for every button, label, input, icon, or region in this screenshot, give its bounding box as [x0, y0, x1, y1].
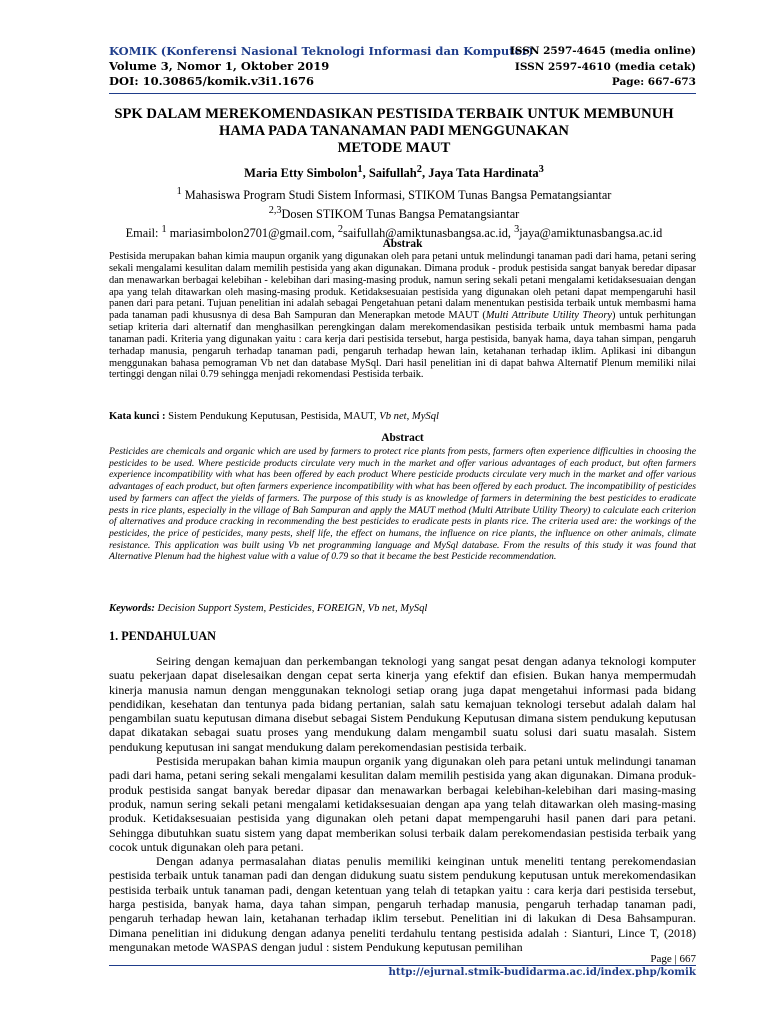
abstrak-text: ) untuk perhitungan setiap kriteria dari alternatif dan menghasilkan perengkingan dalam merekomendasikan pestisida terbaik untuk membasmi hama pada tanaman padi. Kriteria yang digunakan yaitu : cara kerja dari pestisida tersebut, harga pestisida, banyak hama, daya tahan simpan, pengaruh terhadap manusia, pengaruh terhadap tanaman padi, pengaruh terhadap hewan lain, ketahanan terhadap iklim. Aplikasi ini dibangun menggunakan bahasa pemograman Vb net dan database MySql. Dari hasil penelitian ini di dapat bahwa Alternatif Plenum memiliki nilai tertinggi dengan nilai 0.79 sehingga menjadi rekomendasi Pestisida terbaik. [109, 310, 696, 381]
author-sup: 2 [416, 164, 422, 175]
title-line: SPK DALAM MEREKOMENDASIKAN PESTISIDA TERBAIK UNTUK MEMBUNUH [114, 106, 674, 122]
kata-kunci-text: Sistem Pendukung Keputusan, Pestisida, MAUT, [168, 411, 380, 422]
email-link[interactable]: jaya@amiktunasbangsa.ac.id [519, 226, 663, 241]
author-sup: 3 [538, 164, 544, 175]
title-line: METODE MAUT [337, 140, 451, 156]
section-heading: 1. PENDAHULUAN [109, 629, 216, 643]
journal-header-left [109, 44, 533, 89]
issn-online: ISSN 2597-4645 (media online) [509, 45, 696, 57]
author-name: Maria Etty Simbolon [244, 166, 358, 181]
header-divider [109, 93, 696, 94]
email-label: Email: [125, 226, 162, 241]
affiliation-sup: 1 [176, 186, 182, 197]
paragraph: Seiring dengan kemajuan dan perkembangan teknologi yang sangat pesat dengan adanya teknologi komputer suatu pekerjaan dapat diselesaikan dengan cepat serta kinerja yang efektif dan efisien. Bukan hanya mempermudah kinerja manusia namun dengan menggunakan teknologi setiap orang juga dapat mengetahui informasi pada bidang pendidikan, kesehatan dan tentunya pada bidang pertanian, salah satu kemajuan teknologi tersebut adalah dalam hal pengambilan suatu keputusan dimana disebut sebagai Sistem Pendukung Keputusan dimana sistem pendukung keputusan dapat dikatakan sebagai suatu proses yang mendukung dalam mengambil suatu solusi dari suatu masalah. Sistem pendukung keputusan ini sangat mendukung dalam perekomendasian pestisida terbaik. [109, 654, 696, 754]
affiliation-line [90, 203, 698, 222]
affiliation-text: Dosen STIKOM Tunas Bangsa Pematangsiantar [281, 207, 520, 222]
abstrak-body [109, 251, 696, 381]
abstrak-text: Pestisida merupakan bahan kimia maupun organik yang digunakan oleh para petani untuk melindungi tanaman padi dari hama, petani sering sekali mengalami kesulitan dalam memilih pestisida yang akan digunakan. Dimana produk - produk pestisida sangat banyak beredar dipasar dan menawarkan berbagai kelebihan - kelebihan dari masing-masing produk, namun sering sekali petani mengalami ketidaksesuaian dengan apa yang telah ditawarkan oleh masing-masing produk. Ketidaksesuaian pestisida yang digunakan oleh petani dapat mempengaruhi hasil panen dari para petani. Tujuan penelitian ini adalah sebagai Pengetahuan petani dalam menentukan pestisida terbaik untuk membasmi hama pada tanaman padi khususnya di desa Bah Sampuran dan Menerapkan metode MAUT ( [109, 251, 696, 322]
abstract-heading: Abstract [381, 432, 424, 444]
abstrak-text-italic: Multi Attribute Utility Theory [485, 310, 612, 322]
page-range: Page: 667-673 [611, 76, 696, 88]
title-line: HAMA PADA TANANAMAN PADI MENGGUNAKAN [219, 123, 569, 139]
abstrak-heading: Abstrak [382, 238, 423, 250]
author-separator: , [362, 166, 369, 181]
journal-name: KOMIK (Konferensi Nasional Teknologi Informasi dan Komputer) [109, 44, 534, 58]
email-sup: 3 [514, 224, 520, 236]
kata-kunci [109, 411, 696, 422]
keywords-text: Decision Support System, Pesticides, FOREIGN, Vb net, MySql [154, 603, 428, 614]
email-sup: 2 [337, 224, 343, 236]
issn-print: ISSN 2597-4610 (media cetak) [514, 60, 696, 73]
affiliation-sup: 2,3 [268, 205, 282, 217]
page-number: Page | 667 [650, 953, 696, 965]
keywords-label: Keywords: [109, 603, 155, 614]
email-link[interactable]: mariasimbolon2701@gmail.com, [166, 226, 338, 241]
paragraph: Pestisida merupakan bahan kimia maupun organik yang digunakan oleh para petani untuk melindungi tanaman padi dari hama, petani sering sekali mengalami kesulitan dalam memilih pestisida yang akan digunakan. Dimana produk-produk pestisida sangat banyak beredar dipasar dan menawarkan berbagai kelebihan-kelebihan dari masing-masing produk, namun sering sekali petani mengalami ketidaksesuaian dengan apa yang telah ditawarkan oleh masing-masing produk. Ketidaksesuaian pestisida yang digunakan oleh petani dapat mempengaruhi hasil panen dari para petani. Sehingga dibutuhkan suatu sistem yang dapat memberikan solusi terbaik dalam perekomendasian pestisida terbaik yang cocok untuk digunakan oleh para petani. [109, 754, 696, 854]
section-body [109, 654, 696, 954]
paper-title [90, 106, 698, 157]
paragraph: Dengan adanya permasalahan diatas penulis memiliki keinginan untuk meneliti tentang perekomendasian pestisida terbaik untuk tanaman padi dan dengan didukung suatu sistem pendukung keputusan untuk merekomendasikan pestisida terbaik untuk tanaman padi, dengan ketentuan yang telah di tetapkan yaitu : cara kerja dari pestisida tersebut, harga pestisida, banyak hama, daya tahan simpan, pengaruh terhadap manusia, pengaruh terhadap tanaman padi, pengaruh terhadap hewan lain, ketahanan terhadap iklim tersebut. Penelitian ini di lakukan di Desa Bahsampuran. Dimana penelitian ini didukung dengan adanya peneliti terdahulu tentang pestisida adalah : Sianturi, Lince T, (2018) mengunakan metode WASPAS dengan judul : sistem Pendukung keputusan pemilihan [109, 854, 696, 954]
author-separator: , [421, 166, 429, 181]
author-name: Saifullah [368, 166, 417, 181]
journal-volume: Volume 3, Nomor 1, Oktober 2019 [109, 59, 330, 73]
kata-kunci-label: Kata kunci : [109, 411, 169, 422]
keywords [109, 603, 696, 614]
affiliation-text: Mahasiswa Program Studi Sistem Informasi, STIKOM Tunas Bangsa Pematangsiantar [181, 188, 612, 203]
abstract-body: Pesticides are chemicals and organic which are used by farmers to protect rice plants from pests, farmers often experience difficulties in choosing the pesticides to be used. Where pesticide products circulate very much in the market and offer various advantages of each product, but often farmers experience incompatibility with what has been offered by each product Where pesticide products circulate very much in the market and offer various advantages of each product, but often farmers experience incompatibility with what has been offered by each product. The incompatibility of pesticides used by farmers can affect the yields of farmers. The purpose of this study is as knowledge of farmers in determining the best pesticides to eradicate pests in rice plants, especially in the village of Bah Sampuran and apply the MAUT method (Multi Attribute Utility Theory) to calculate each criterion of alternatives and produce cracking in recommending the best pesticides to eradicate pests in plants rice. The criteria used are: the workings of the pesticides, the price of pesticides, many pests, shelf life, the effect on humans, the influence on rice plants, the influence on other animals, climate resistance. This application was built using Vb net programming language and MySql database. From the results of this study it was found that Alternative Plenum had the highest value with a value of 0.79 so that it became the best Pesticide recommendation. [109, 446, 696, 563]
affiliations [90, 184, 698, 241]
journal-header-right [510, 44, 696, 91]
journal-doi: DOI: 10.30865/komik.v3i1.1676 [109, 74, 315, 88]
author-list [90, 164, 698, 181]
kata-kunci-italic: Vb net, MySql [379, 411, 439, 422]
author-sup: 1 [357, 164, 363, 175]
email-sup: 1 [161, 224, 167, 236]
journal-url-link[interactable]: http://ejurnal.stmik-budidarma.ac.id/index.php/komik [388, 966, 696, 978]
email-link[interactable]: saifullah@amiktunasbangsa.ac.id, [342, 226, 515, 241]
author-name: Jaya Tata Hardinata [428, 166, 539, 181]
affiliation-line [90, 184, 698, 203]
